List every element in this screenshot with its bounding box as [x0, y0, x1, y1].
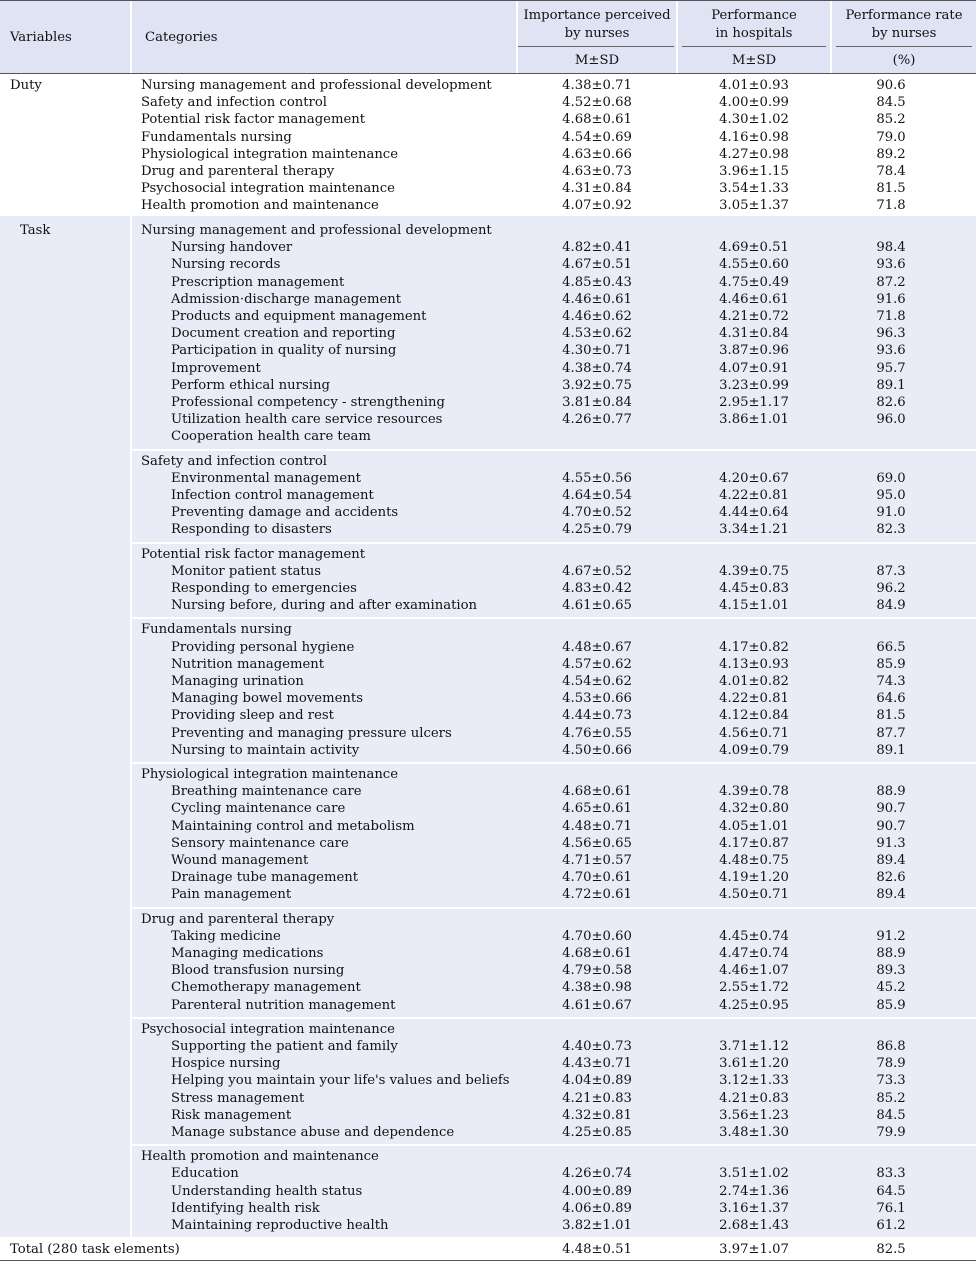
- header-performance-unit: M±SD: [731, 53, 777, 68]
- importance-value: 4.31±0.84: [562, 181, 632, 197]
- performance-value: 4.01±0.93: [719, 78, 789, 93]
- performance-value: 2.95±1.17: [719, 395, 789, 410]
- rate-value: 95.7: [876, 360, 906, 376]
- performance-value: 4.12±0.84: [719, 708, 789, 724]
- importance-value: 4.68±0.61: [562, 784, 632, 800]
- task-item-name: Pain management: [171, 887, 292, 903]
- task-group-title: Psychosocial integration maintenance: [141, 1021, 395, 1037]
- duty-category: Potential risk factor management: [141, 112, 366, 128]
- importance-value: 4.76±0.55: [562, 725, 632, 741]
- rate-value: 61.2: [876, 1218, 906, 1233]
- rate-value: 86.8: [876, 1039, 906, 1054]
- importance-value: 4.70±0.60: [562, 928, 632, 944]
- task-item-name: Supporting the patient and family: [171, 1039, 398, 1054]
- task-item-name: Providing sleep and rest: [171, 708, 334, 724]
- task-item-name: Maintaining control and metabolism: [171, 818, 415, 834]
- performance-value: 3.16±1.37: [719, 1200, 789, 1216]
- importance-value: 4.07±0.92: [562, 198, 632, 214]
- performance-value: 4.19±1.20: [719, 870, 789, 886]
- task-item-name: Risk management: [171, 1107, 292, 1123]
- task-item-name: Preventing and managing pressure ulcers: [171, 725, 452, 741]
- task-group-title: Health promotion and maintenance: [141, 1149, 379, 1165]
- importance-value: 4.46±0.62: [562, 309, 632, 324]
- importance-value: 4.26±0.74: [562, 1166, 632, 1182]
- task-item-name: Professional competency - strengthening: [171, 395, 445, 410]
- task-item-name: Helping you maintain your life's values and beliefs: [171, 1073, 510, 1089]
- importance-value: 4.38±0.98: [562, 980, 632, 996]
- rate-value: 74.3: [876, 674, 906, 689]
- task-group-title: Fundamentals nursing: [141, 622, 292, 638]
- task-item-name: Breathing maintenance care: [171, 784, 362, 800]
- performance-value: 4.48±0.75: [719, 853, 789, 868]
- rate-value: 89.2: [876, 146, 906, 162]
- performance-value: 4.31±0.84: [719, 326, 789, 342]
- importance-value: 3.81±0.84: [562, 395, 632, 410]
- task-item-name: Managing urination: [171, 674, 304, 689]
- duty-category: Drug and parenteral therapy: [141, 164, 335, 179]
- importance-value: 4.71±0.57: [562, 853, 632, 868]
- importance-value: 4.63±0.66: [562, 146, 632, 162]
- importance-value: 4.46±0.61: [562, 291, 632, 307]
- importance-value: 4.61±0.65: [562, 598, 632, 614]
- performance-value: 4.50±0.71: [719, 887, 789, 903]
- task-item-name: Maintaining reproductive health: [171, 1218, 389, 1233]
- importance-value: 4.48±0.67: [562, 639, 632, 655]
- rate-value: 78.9: [876, 1056, 906, 1072]
- importance-value: 4.38±0.71: [562, 78, 632, 93]
- rate-value: 84.5: [876, 95, 906, 111]
- rate-value: 78.4: [876, 164, 906, 179]
- importance-value: 4.68±0.61: [562, 946, 632, 961]
- table-header: [0, 0, 976, 74]
- rate-value: 71.8: [876, 309, 906, 324]
- rate-value: 96.0: [876, 412, 906, 428]
- performance-value: 4.69±0.51: [719, 240, 789, 256]
- importance-value: 4.48±0.71: [562, 818, 632, 834]
- importance-value: 4.82±0.41: [562, 240, 632, 256]
- task-item-name: Hospice nursing: [171, 1056, 281, 1072]
- task-item-name: Taking medicine: [171, 928, 281, 944]
- rate-value: 88.9: [876, 784, 906, 800]
- task-item-name: Identifying health risk: [171, 1200, 320, 1216]
- task-item-name: Utilization health care service resources: [171, 412, 443, 428]
- performance-value: 4.05±1.01: [719, 818, 789, 834]
- importance-value: 4.50±0.66: [562, 742, 632, 758]
- header-performance: Performance in hospitals: [711, 8, 797, 41]
- task-item-name: Document creation and reporting: [171, 326, 396, 342]
- importance-value: 4.32±0.81: [562, 1107, 632, 1123]
- importance-value: 4.26±0.77: [562, 412, 632, 428]
- task-item-name: Infection control management: [171, 488, 374, 503]
- task-item-name: Environmental management: [171, 470, 361, 486]
- importance-value: 4.61±0.67: [562, 997, 632, 1013]
- task-item-name: Nutrition management: [171, 656, 325, 672]
- task-item-name: Managing medications: [171, 946, 324, 961]
- group-separator: [131, 617, 976, 619]
- task-item-name: Preventing damage and accidents: [171, 505, 399, 521]
- duty-category: Psychosocial integration maintenance: [141, 181, 395, 197]
- performance-value: 3.05±1.37: [719, 198, 789, 214]
- performance-value: 4.45±0.83: [719, 581, 789, 596]
- performance-value: 4.07±0.91: [719, 360, 789, 376]
- rate-value: 89.4: [876, 853, 906, 868]
- importance-value: 4.00±0.89: [562, 1183, 632, 1199]
- performance-value: 4.45±0.74: [719, 928, 789, 944]
- rate-value: 90.7: [876, 818, 906, 834]
- task-item-name: Drainage tube management: [171, 870, 359, 886]
- importance-value: 4.79±0.58: [562, 963, 632, 979]
- task-item-name: Perform ethical nursing: [171, 377, 330, 393]
- importance-value: 4.72±0.61: [562, 887, 632, 903]
- importance-value: 4.67±0.52: [562, 563, 632, 579]
- importance-value: 4.44±0.73: [562, 708, 632, 724]
- task-item-name: Blood transfusion nursing: [171, 963, 345, 979]
- rate-value: 83.3: [876, 1166, 906, 1182]
- group-separator: [131, 907, 976, 909]
- rate-value: 73.3: [876, 1073, 906, 1089]
- importance-value: 4.25±0.79: [562, 522, 632, 538]
- header-categories: Categories: [145, 30, 218, 45]
- rate-value: 82.5: [876, 1242, 906, 1257]
- importance-value: 4.54±0.62: [562, 674, 632, 689]
- header-rate: Performance rate by nurses: [845, 8, 963, 41]
- rate-value: 93.6: [876, 343, 906, 359]
- importance-value: 4.85±0.43: [562, 274, 632, 290]
- importance-value: 4.54±0.69: [562, 129, 632, 145]
- task-item-name: Products and equipment management: [171, 309, 427, 324]
- importance-value: 4.43±0.71: [562, 1056, 632, 1072]
- rate-value: 81.5: [876, 708, 906, 724]
- task-item-name: Admission·discharge management: [171, 291, 402, 307]
- rate-value: 45.2: [876, 980, 906, 996]
- importance-value: 4.68±0.61: [562, 112, 632, 128]
- header-importance: Importance perceived by nurses: [523, 8, 671, 41]
- rate-value: 87.3: [876, 563, 906, 579]
- rate-value: 87.2: [876, 274, 906, 290]
- rate-value: 64.6: [876, 691, 906, 707]
- task-group-title: Safety and infection control: [141, 453, 328, 469]
- task-item-name: Nursing before, during and after examination: [171, 598, 478, 614]
- rate-value: 91.3: [876, 835, 906, 851]
- duty-category: Health promotion and maintenance: [141, 198, 379, 214]
- performance-value: 4.32±0.80: [719, 801, 789, 817]
- performance-value: 4.21±0.83: [719, 1090, 789, 1106]
- rate-value: 82.6: [876, 870, 906, 886]
- task-item-name: Education: [171, 1166, 239, 1182]
- performance-value: 2.68±1.43: [719, 1218, 789, 1233]
- importance-value: 4.55±0.56: [562, 470, 632, 486]
- group-separator: [131, 1017, 976, 1019]
- rate-value: 71.8: [876, 198, 906, 214]
- importance-value: 4.38±0.74: [562, 360, 632, 376]
- performance-value: 4.00±0.99: [719, 95, 789, 111]
- rate-value: 89.1: [876, 742, 906, 758]
- performance-value: 4.16±0.98: [719, 129, 789, 145]
- performance-value: 4.44±0.64: [719, 505, 789, 521]
- performance-value: 3.97±1.07: [719, 1242, 789, 1257]
- task-item-name: Cooperation health care team: [171, 429, 371, 445]
- importance-value: 4.53±0.62: [562, 326, 632, 342]
- task-item-name: Responding to disasters: [171, 522, 332, 538]
- performance-value: 3.23±0.99: [719, 377, 789, 393]
- task-item-name: Responding to emergencies: [171, 581, 357, 596]
- importance-value: 4.67±0.51: [562, 257, 632, 273]
- task-item-name: Stress management: [171, 1090, 305, 1106]
- performance-value: 4.75±0.49: [719, 274, 789, 290]
- performance-value: 3.34±1.21: [719, 522, 789, 538]
- performance-value: 3.86±1.01: [719, 412, 789, 428]
- performance-value: 4.22±0.81: [719, 488, 789, 503]
- performance-value: 4.01±0.82: [719, 674, 789, 689]
- group-separator: [131, 1144, 976, 1146]
- task-item-name: Manage substance abuse and dependence: [171, 1125, 455, 1140]
- rate-value: 95.0: [876, 488, 906, 503]
- rate-value: 64.5: [876, 1183, 906, 1199]
- group-separator: [131, 762, 976, 764]
- rate-value: 84.9: [876, 598, 906, 614]
- performance-value: 4.47±0.74: [719, 946, 789, 961]
- task-column-divider: [130, 216, 132, 1237]
- importance-value: 4.63±0.73: [562, 164, 632, 179]
- rate-value: 96.2: [876, 581, 906, 596]
- importance-value: 3.92±0.75: [562, 377, 632, 393]
- performance-value: 4.15±1.01: [719, 598, 789, 614]
- performance-value: 3.71±1.12: [719, 1039, 789, 1054]
- importance-value: 4.04±0.89: [562, 1073, 632, 1089]
- performance-value: 3.51±1.02: [719, 1166, 789, 1182]
- performance-value: 3.12±1.33: [719, 1073, 789, 1089]
- rate-value: 82.6: [876, 395, 906, 410]
- rate-value: 84.5: [876, 1107, 906, 1123]
- performance-value: 3.54±1.33: [719, 181, 789, 197]
- performance-value: 4.09±0.79: [719, 742, 789, 758]
- group-separator: [131, 542, 976, 544]
- performance-value: 2.74±1.36: [719, 1183, 789, 1199]
- performance-value: 3.56±1.23: [719, 1107, 789, 1123]
- duty-label: Duty: [10, 78, 42, 93]
- importance-value: 3.82±1.01: [562, 1218, 632, 1233]
- rate-value: 79.0: [876, 129, 906, 145]
- table-bottom-rule: [0, 1260, 976, 1261]
- importance-value: 4.70±0.61: [562, 870, 632, 886]
- performance-value: 4.56±0.71: [719, 725, 789, 741]
- rate-value: 79.9: [876, 1125, 906, 1140]
- rate-value: 93.6: [876, 257, 906, 273]
- task-group-title: Physiological integration maintenance: [141, 767, 399, 782]
- rate-value: 82.3: [876, 522, 906, 538]
- performance-value: 4.25±0.95: [719, 997, 789, 1013]
- rate-value: 96.3: [876, 326, 906, 342]
- rate-value: 89.4: [876, 887, 906, 903]
- rate-value: 90.7: [876, 801, 906, 817]
- performance-value: 4.13±0.93: [719, 656, 789, 672]
- rate-value: 91.6: [876, 291, 906, 307]
- performance-value: 4.17±0.82: [719, 639, 789, 655]
- task-item-name: Prescription management: [171, 274, 345, 290]
- importance-value: 4.57±0.62: [562, 656, 632, 672]
- importance-value: 4.21±0.83: [562, 1090, 632, 1106]
- total-label: Total (280 task elements): [10, 1242, 180, 1257]
- task-item-name: Participation in quality of nursing: [171, 343, 397, 359]
- task-item-name: Sensory maintenance care: [171, 835, 349, 851]
- importance-value: 4.06±0.89: [562, 1200, 632, 1216]
- importance-value: 4.65±0.61: [562, 801, 632, 817]
- importance-value: 4.30±0.71: [562, 343, 632, 359]
- duty-category: Fundamentals nursing: [141, 129, 292, 145]
- header-rate-unit: (%): [892, 53, 916, 68]
- importance-value: 4.25±0.85: [562, 1125, 632, 1140]
- rate-value: 89.3: [876, 963, 906, 979]
- importance-value: 4.83±0.42: [562, 581, 632, 596]
- task-item-name: Nursing records: [171, 257, 281, 273]
- importance-value: 4.64±0.54: [562, 488, 632, 503]
- importance-value: 4.40±0.73: [562, 1039, 632, 1054]
- performance-value: 3.61±1.20: [719, 1056, 789, 1072]
- performance-value: 2.55±1.72: [719, 980, 789, 996]
- performance-value: 4.20±0.67: [719, 470, 789, 486]
- task-label: Task: [20, 223, 51, 238]
- rate-value: 85.9: [876, 656, 906, 672]
- rate-value: 91.2: [876, 928, 906, 944]
- duty-category: Physiological integration maintenance: [141, 146, 399, 162]
- task-group-title: Nursing management and professional development: [141, 223, 492, 238]
- performance-value: 3.87±0.96: [719, 343, 789, 359]
- importance-value: 4.56±0.65: [562, 835, 632, 851]
- task-item-name: Parenteral nutrition management: [171, 997, 396, 1013]
- rate-value: 87.7: [876, 725, 906, 741]
- rate-value: 89.1: [876, 377, 906, 393]
- rate-value: 69.0: [876, 470, 906, 486]
- performance-value: 4.39±0.78: [719, 784, 789, 800]
- importance-value: 4.53±0.66: [562, 691, 632, 707]
- duty-category: Safety and infection control: [141, 95, 328, 111]
- task-group-title: Potential risk factor management: [141, 546, 366, 562]
- header-importance-unit: M±SD: [574, 53, 620, 68]
- performance-value: 4.27±0.98: [719, 146, 789, 162]
- performance-value: 4.17±0.87: [719, 835, 789, 851]
- task-item-name: Providing personal hygiene: [171, 639, 355, 655]
- performance-value: 4.55±0.60: [719, 257, 789, 273]
- performance-value: 4.39±0.75: [719, 563, 789, 579]
- rate-value: 66.5: [876, 639, 906, 655]
- performance-value: 3.96±1.15: [719, 164, 789, 179]
- performance-value: 3.48±1.30: [719, 1125, 789, 1140]
- task-item-name: Cycling maintenance care: [171, 801, 346, 817]
- rate-value: 98.4: [876, 240, 906, 256]
- performance-value: 4.22±0.81: [719, 691, 789, 707]
- rate-value: 85.9: [876, 997, 906, 1013]
- rate-value: 85.2: [876, 1090, 906, 1106]
- task-group-title: Drug and parenteral therapy: [141, 911, 335, 927]
- rate-value: 81.5: [876, 181, 906, 197]
- task-item-name: Nursing handover: [171, 240, 293, 256]
- task-item-name: Monitor patient status: [171, 563, 321, 579]
- rate-value: 91.0: [876, 505, 906, 521]
- performance-value: 4.46±1.07: [719, 963, 789, 979]
- performance-value: 4.21±0.72: [719, 309, 789, 324]
- task-item-name: Chemotherapy management: [171, 980, 361, 996]
- rate-value: 76.1: [876, 1200, 906, 1216]
- performance-value: 4.30±1.02: [719, 112, 789, 128]
- importance-value: 4.70±0.52: [562, 505, 632, 521]
- task-item-name: Wound management: [171, 853, 309, 868]
- task-item-name: Improvement: [171, 360, 261, 376]
- header-variables: Variables: [10, 30, 72, 45]
- importance-value: 4.52±0.68: [562, 95, 632, 111]
- performance-value: 4.46±0.61: [719, 291, 789, 307]
- rate-value: 85.2: [876, 112, 906, 128]
- task-item-name: Understanding health status: [171, 1183, 363, 1199]
- task-item-name: Nursing to maintain activity: [171, 742, 360, 758]
- group-separator: [131, 449, 976, 451]
- task-item-name: Managing bowel movements: [171, 691, 363, 707]
- duty-category: Nursing management and professional development: [141, 78, 492, 93]
- rate-value: 88.9: [876, 946, 906, 961]
- importance-value: 4.48±0.51: [562, 1242, 632, 1257]
- rate-value: 90.6: [876, 78, 906, 93]
